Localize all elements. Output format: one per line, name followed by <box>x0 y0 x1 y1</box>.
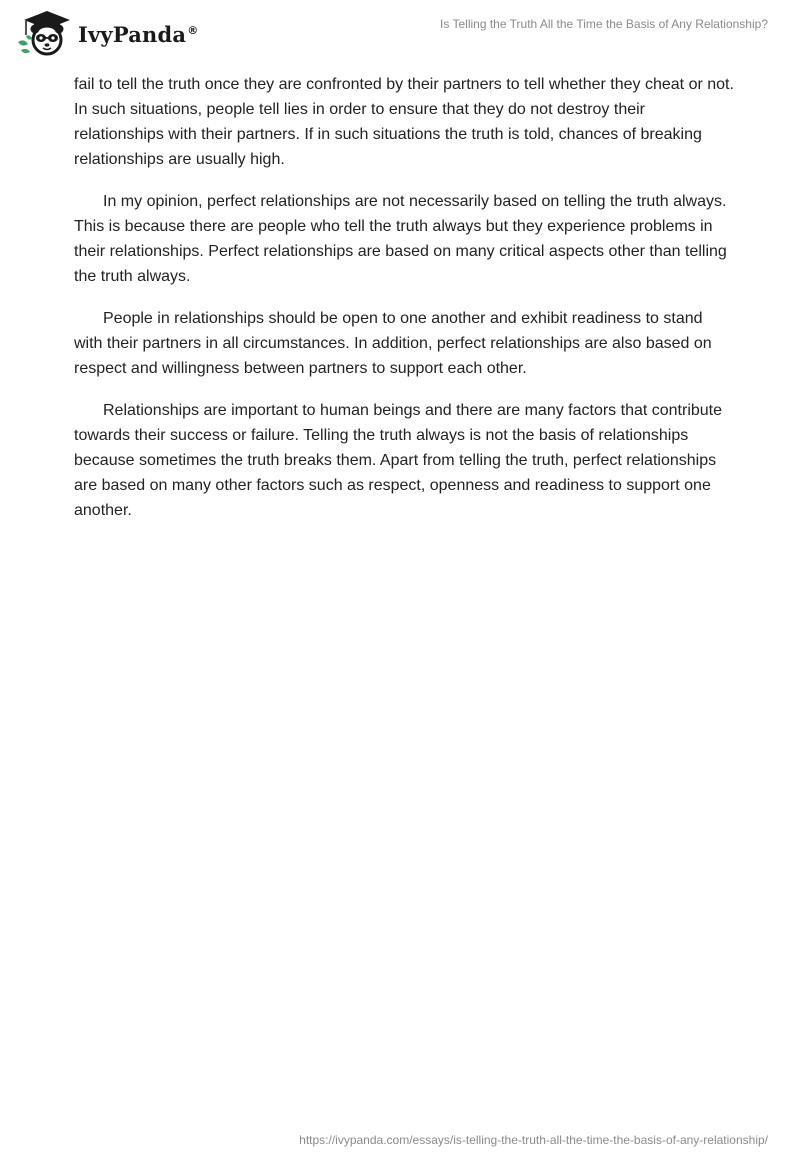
paragraph: People in relationships should be open to one another and exhibit readiness to stand with their partners in all circumstances. In addition, perfect relationships are also based on respect and willingness between partners to support each other. <box>74 310 712 377</box>
paragraph-continued: fail to tell the truth once they are confronted by their partners to tell whether they cheat or not. In such situations, people tell lies in order to ensure that they do not destroy their relationships with their partners. If in such situations the truth is told, chances of breaking relationships are usually high. <box>74 76 734 168</box>
brand-name: IvyPanda® <box>78 21 199 47</box>
paragraph: Relationships are important to human beings and there are many factors that contribute towards their success or failure. Telling the truth always is not the basis of relationships because sometimes the truth breaks them. Apart from telling the truth, perfect relationships are based on many other factors such as respect, openness and readiness to support one another. <box>74 402 723 519</box>
ivypanda-logo[interactable] <box>14 8 198 58</box>
document-title: Is Telling the Truth All the Time the Basis of Any Relationship? <box>440 17 768 31</box>
panda-graduate-icon <box>14 8 76 58</box>
page-header <box>0 0 800 70</box>
essay-body <box>74 72 734 540</box>
paragraph: In my opinion, perfect relationships are not necessarily based on telling the truth always. This is because there are people who tell the truth always but they experience problems in their relationships. Perfect relationships are based on many critical aspects other than telling the truth always. <box>74 193 727 285</box>
registered-mark: ® <box>187 23 199 37</box>
source-url[interactable]: https://ivypanda.com/essays/is-telling-the-truth-all-the-time-the-basis-of-any-relationship/ <box>299 1133 768 1147</box>
